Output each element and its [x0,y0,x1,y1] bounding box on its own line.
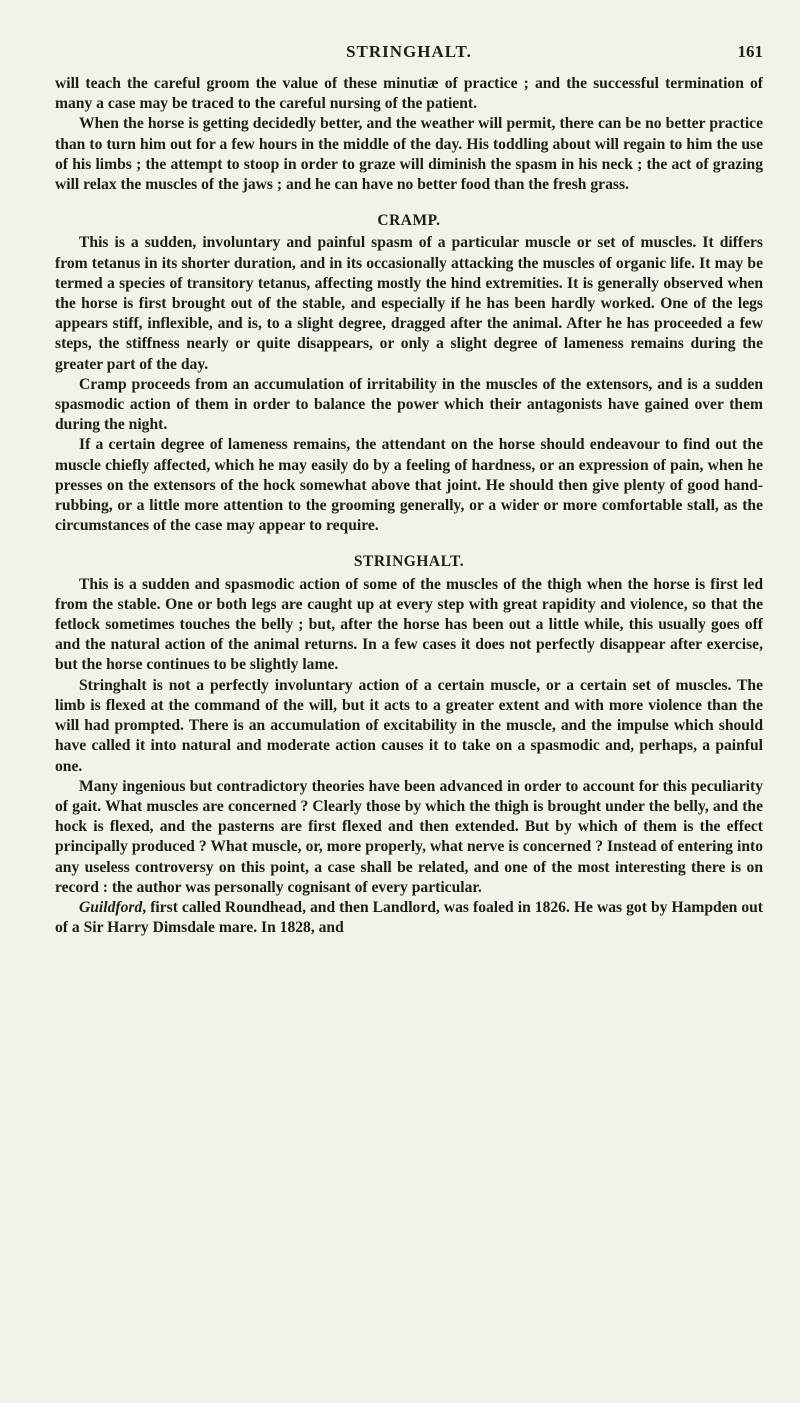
paragraph-grazing: When the horse is getting decidedly better, and the weather will permit, there can be no better practice than to turn him out for a few hours in the middle of the day. His toddling about will regain to him the use of his limbs ; the attempt to stoop in order to graze will diminish the spasm in his neck ; the act of grazing will relax the muscles of the jaws ; and he can have no better food than the fresh grass. [55,115,763,194]
running-head [55,42,763,66]
paragraph-cramp-cause: Cramp proceeds from an accumulation of irritability in the muscles of the extensors, and is a sudden spasmodic action of them in order to balance the power which their antagonists have gained over them during the night. [55,375,763,434]
paragraph-stringhalt-nature: Stringhalt is not a perfectly involuntary action of a certain muscle, or a certain set of muscles. The limb is flexed at the command of the will, but it acts to a greater extent and with more violence than the will had prompted. There is an accumulation of excitability in the muscle, and the impulse which should have called it into natural and moderate action causes it to take on a spasmodic and, perhaps, a painful one. [55,676,763,775]
paragraph-cramp-treatment: If a certain degree of lameness remains, the attendant on the horse should endeavour to find out the muscle chiefly affected, which he may easily do by a feeling of hardness, or an expression of pain, when he presses on the extensors of the hock somewhat above that joint. He should then give plenty of good hand-rubbing, or a little more attention to the grooming generally, or a wider or more comfortable stall, as the circumstances of the case may appear to require. [55,436,763,535]
paragraph-continuation: will teach the careful groom the value of these minutiæ of practice ; and the successful termination of many a case may be traced to the careful nursing of the patient. [55,75,763,113]
paragraph-stringhalt-definition: This is a sudden and spasmodic action of some of the muscles of the thigh when the horse is first led from the stable. One or both legs are caught up at every step with great rapidity and violence, so that the fetlock sometimes touches the belly ; but, after the horse has been out a little while, this usually goes off and the natural action of the animal returns. In a few cases it does not perfectly disappear after exercise, but the horse continues to be slightly lame. [55,575,763,674]
section-heading-stringhalt: STRINGHALT. [353,553,465,571]
paragraph-cramp-definition: This is a sudden, involuntary and painful spasm of a particular muscle or set of muscles. It differs from tetanus in its shorter duration, and in its occasionally attacking the muscles of organic life. It may be termed a species of transitory tetanus, affecting mostly the hind extremities. It is generally observed when the horse is first brought out of the stable, and especially if he has been hardly worked. One of the legs appears stiff, inflexible, and is, to a slight degree, dragged after the animal. After he has proceeded a few steps, the stiffness nearly or quite disappears, or only a slight degree of lameness remains during the greater part of the day. [55,234,763,373]
section-heading-cramp: CRAMP. [377,212,441,230]
guildford-case-text: , first called Roundhead, and then Landlord, was foaled in 1826. He was got by Hampden out of a Sir Harry Dimsdale mare. In 1828, and [55,898,763,937]
page-title: STRINGHALT. [346,42,472,61]
page-number: 161 [737,42,763,61]
paragraph-guildford-case [55,898,763,938]
paragraph-stringhalt-theories: Many ingenious but contradictory theories have been advanced in order to account for this peculiarity of gait. What muscles are concerned ? Clearly those by which the thigh is brought under the belly, and the hock is flexed, and the pasterns are first flexed and then extended. But by which of them is the effect principally produced ? What muscle, or, more properly, what nerve is concerned ? Instead of entering into any useless controversy on this point, a case shall be related, and one of the most interesting there is on record : the author was personally cognisant of every particular. [55,777,763,896]
horse-name: Guildford [79,898,143,916]
page-body [55,74,763,938]
